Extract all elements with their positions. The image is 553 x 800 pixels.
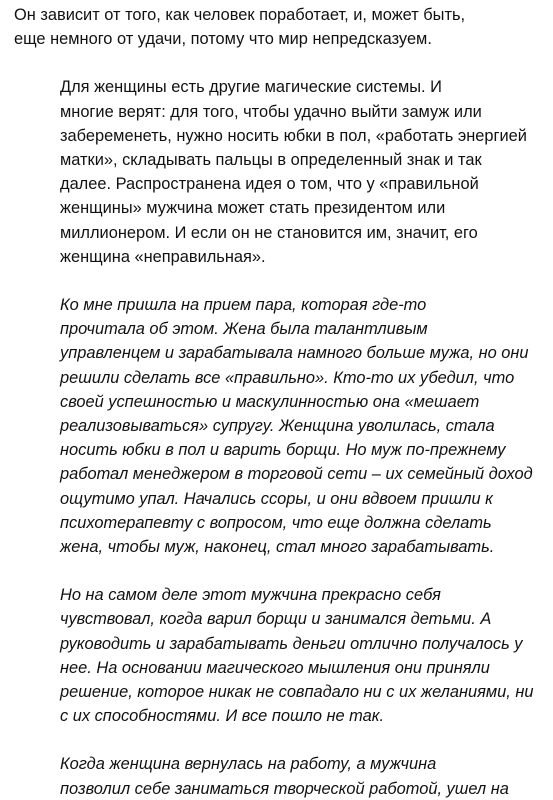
text-line: решили сделать все «правильно». Кто-то их убедил, что — [60, 368, 515, 387]
text-line: ощутимо упал. Начались ссоры, и они вдвоем пришли к — [60, 489, 493, 508]
text-line: с их способностями. И все пошло не так. — [60, 707, 385, 726]
text-line: Он зависит от того, как человек поработает, и, может быть, — [14, 6, 466, 24]
text-line: управленцем и зарабатывала намного больше мужа, но они — [60, 344, 529, 363]
text-line: чувствовал, когда варил борщи и занимался детьми. А — [60, 610, 492, 629]
text-line: Когда женщина вернулась на работу, а мужчина — [60, 755, 437, 774]
text-line: своей успешностью и маскулинностью она «мешает — [60, 392, 480, 411]
paragraph-3 — [14, 293, 539, 559]
text-line: еще немного от удачи, потому что мир непредсказуем. — [14, 30, 432, 49]
text-line: прочитала об этом. Жена была талантливым — [60, 320, 428, 339]
paragraph-2 — [14, 75, 539, 269]
text-line: работал менеджером в торговой сети – их семейный доход — [60, 465, 533, 484]
paragraph-4 — [14, 583, 539, 728]
text-line: реализовываться» супругу. Женщина уволилась, стала — [60, 417, 495, 436]
text-line: Ко мне пришла на прием пара, которая где-то — [60, 296, 427, 315]
text-line: женщины» мужчина может стать президентом или — [60, 199, 446, 218]
text-line: Но на самом деле этот мужчина прекрасно себя — [60, 586, 441, 605]
text-line: многие верят: для того, чтобы удачно выйти замуж или — [60, 102, 482, 121]
text-line: руководить и зарабатывать деньги отлично получалось у — [60, 634, 523, 653]
text-line: далее. Распространена идея о том, что у «правильной — [60, 175, 479, 194]
text-line: жена, чтобы муж, наконец, стал много зарабатывать. — [60, 538, 495, 557]
text-line: забеременеть, нужно носить юбки в пол, «работать энергией — [60, 126, 527, 145]
text-line: Для женщины есть другие магические системы. И — [60, 78, 442, 97]
text-line: решение, которое никак не совпадало ни с их желаниями, ни — [60, 683, 534, 702]
text-line: позволил себе заниматься творческой работой, ушел на — [60, 779, 509, 798]
text-line: миллионером. И если он не становится им, значит, его — [60, 223, 478, 242]
text-line: носить юбки в пол и варить борщи. Но муж по-прежнему — [60, 441, 506, 460]
text-line: нее. На основании магического мышления они приняли — [60, 658, 490, 677]
text-line: матки», складывать пальцы в определенный знак и так — [60, 151, 482, 170]
text-line: психотерапевту с вопросом, что еще должна сделать — [60, 513, 492, 532]
paragraph-5 — [14, 752, 539, 800]
text-line: женщина «неправильная». — [60, 247, 266, 266]
paragraph-1 — [14, 3, 539, 51]
